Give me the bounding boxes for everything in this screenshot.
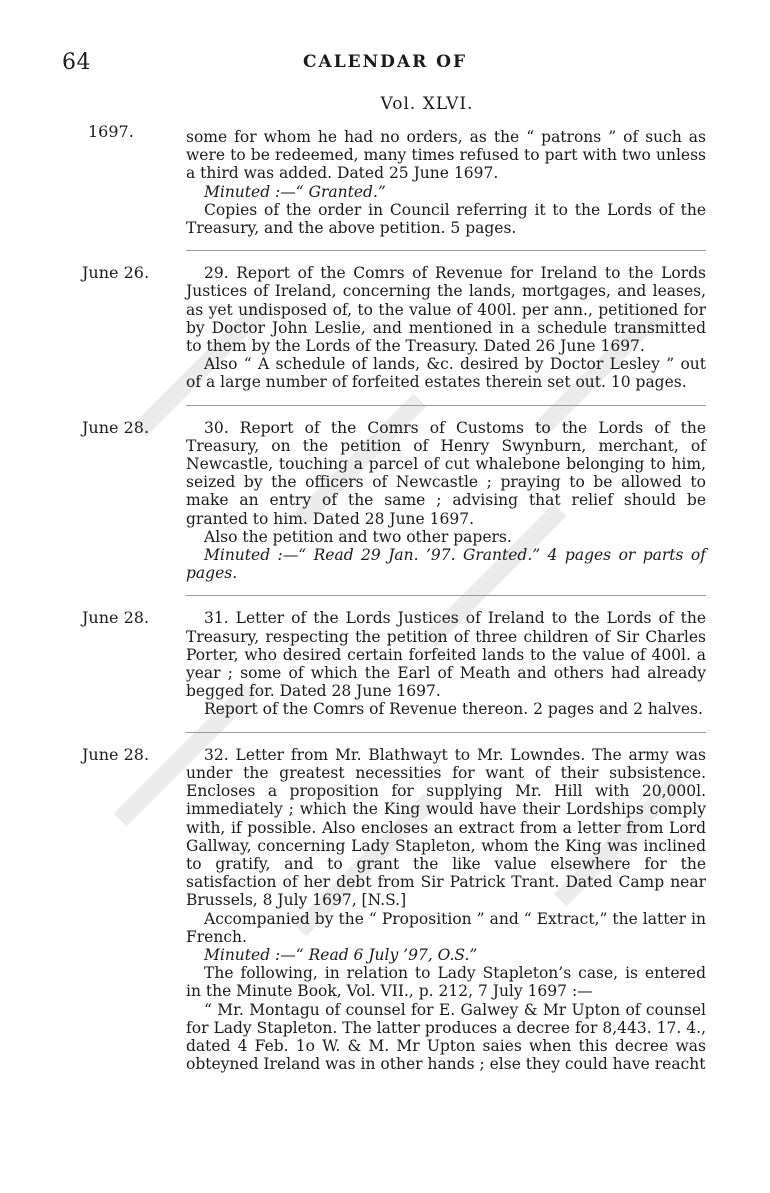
entry-paragraph: 32. Letter from Mr. Blathwayt to Mr. Lowndes. The army was under the greatest necessities for want of their subsistence. Encloses a proposition for supplying Mr. Hill with 20,000l. immediately ; which the King would have their Lordships comply with, if possible. Also encloses an extract from a letter from Lord Gallway, concerning Lady Stapleton, whom the King was inclined to gratify, and to grant the like value elsewhere for the satisfaction of her debt from Sir Patrick Trant. Dated Camp near Brussels, 8 July 1697, [N.S.] (186, 745, 706, 910)
entry-paragraph: 31. Letter of the Lords Justices of Ireland to the Lords of the Treasury, respecting the petition of three children of Sir Charles Porter, who desired certain forfeited lands to the value of 400l. a year ; some of which the Earl of Meath and others had already begged for. Dated 28 June 1697. (186, 609, 706, 701)
minute-note: Minuted :—“ Read 29 Jan. ’97. Granted.” 4 pages or parts of pages. (186, 546, 706, 583)
running-title: CALENDAR OF (302, 52, 468, 72)
year-margin: 1697. (88, 122, 134, 141)
entry-paragraph: 29. Report of the Comrs of Revenue for Ireland to the Lords Justices of Ireland, concerning the lands, mortgages, and leases, as yet undisposed of, to the value of 400l. per ann., petitioned for by Doctor John Leslie, and mentioned in a schedule transmitted to them by the Lords of the Treasury. Dated 26 June 1697. (186, 264, 706, 356)
calendar-entry (186, 128, 706, 237)
entry-paragraph: Accompanied by the “ Proposition ” and “ Extract,” the latter in French. (186, 909, 706, 946)
entry-paragraph: Also the petition and two other papers. (204, 527, 512, 546)
entry-paragraph: The following, in relation to Lady Stapleton’s case, is entered in the Minute Book, Vol. VII., p. 212, 7 July 1697 :— (186, 964, 706, 1001)
minute-note: Minuted :—“ Granted.” (204, 182, 386, 201)
entry-date: June 28. (82, 417, 150, 437)
minute-note: Minuted :—“ Read 6 July ’97, O.S.” (204, 945, 478, 964)
entry-date: June 28. (82, 744, 150, 764)
entry-paragraph: Report of the Comrs of Revenue thereon. 2 pages and 2 halves. (204, 700, 703, 719)
calendar-entry (82, 250, 706, 392)
entry-paragraph: some for whom he had no orders, as the “ patrons ” of such as were to be redeemed, many times refused to part with two unless a third was added. Dated 25 June 1697. (186, 128, 706, 183)
entry-paragraph: Copies of the order in Council referring it to the Lords of the Treasury, and the above petition. 5 pages. (186, 200, 706, 238)
entry-paragraph: 30. Report of the Comrs of Customs to the Lords of the Treasury, on the petition of Henry Swynburn, merchant, of Newcastle, touching a parcel of cut whalebone belonging to him, seized by the officers of Newcastle ; praying to be allowed to make an entry of the same ; advising that relief should be granted to him. Dated 28 June 1697. (186, 418, 706, 528)
calendar-entry (82, 405, 706, 583)
calendar-entry (82, 595, 706, 719)
calendar-body (82, 128, 706, 1074)
entry-date: June 26. (82, 263, 150, 283)
page-number: 64 (62, 50, 91, 75)
entry-paragraph: “ Mr. Montagu of counsel for E. Galwey & Mr Upton of counsel for Lady Stapleton. The latter produces a decree for 8,443. 17. 4., dated 4 Feb. 1o W. & M. Mr Upton saies when this decree was obteyned Ireland was in other hands ; else they could have reacht (186, 1000, 706, 1074)
calendar-entry (82, 732, 706, 1074)
volume-heading: Vol. XLVI. (380, 94, 474, 114)
entry-date: June 28. (82, 608, 150, 628)
entry-paragraph: Also “ A schedule of lands, &c. desired by Doctor Lesley ” out of a large number of forfeited estates therein set out. 10 pages. (186, 355, 706, 392)
